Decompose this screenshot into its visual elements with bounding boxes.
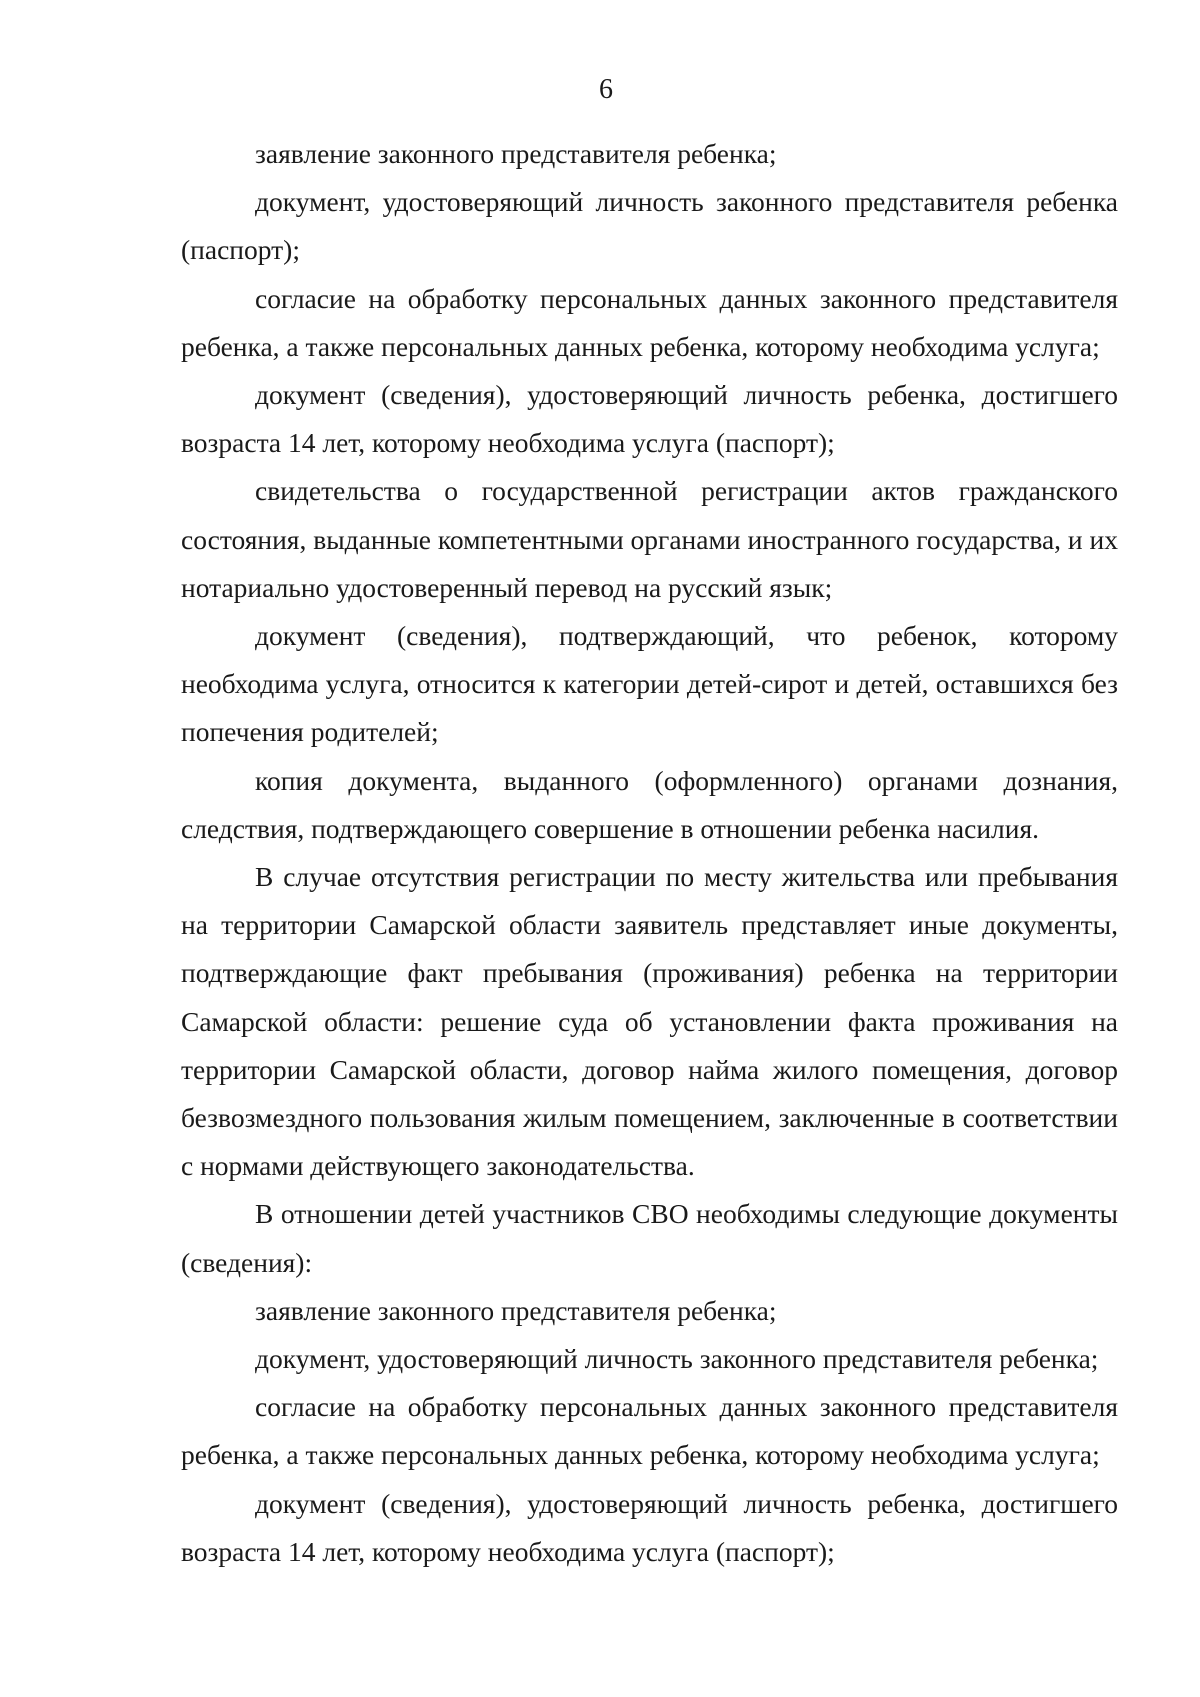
paragraph-no-registration: В случае отсутствия регистрации по месту жительства или пребывания на территории Самарской области заявитель представляет иные документы, подтверждающие факт пребывания (проживания) ребенка на территории Самарской области: решение суда об установлении факта проживания на территории Самарской области, договор найма жилого помещения, договор безвозмездного пользования жилым помещением, заключенные в соответствии с нормами действующего законодательства. bbox=[181, 861, 1118, 1182]
paragraph-svo-child-id: документ (сведения), удостоверяющий личность ребенка, достигшего возраста 14 лет, которому необходима услуга (паспорт); bbox=[181, 1487, 1118, 1567]
page-number: 6 bbox=[599, 74, 613, 105]
paragraph-child-id: документ (сведения), удостоверяющий личность ребенка, достигшего возраста 14 лет, которому необходима услуга (паспорт); bbox=[181, 379, 1118, 459]
paragraph-orphan-status: документ (сведения), подтверждающий, что ребенок, которому необходима услуга, относится к категории детей-сирот и детей, оставшихся без попечения родителей; bbox=[181, 620, 1118, 748]
paragraph-application: заявление законного представителя ребенка; bbox=[255, 138, 777, 169]
paragraph-svo-representative-id: документ, удостоверяющий личность законного представителя ребенка; bbox=[255, 1343, 1099, 1375]
paragraph-svo-intro: В отношении детей участников СВО необходимы следующие документы (сведения): bbox=[181, 1198, 1118, 1278]
paragraph-violence-document: копия документа, выданного (оформленного) органами дознания, следствия, подтверждающего совершение в отношении ребенка насилия. bbox=[181, 764, 1118, 844]
paragraph-svo-data-consent: согласие на обработку персональных данных законного представителя ребенка, а также персональных данных ребенка, которому необходима услуга; bbox=[181, 1391, 1118, 1471]
paragraph-foreign-certificates: свидетельства о государственной регистрации актов гражданского состояния, выданные компетентными органами иностранного государства, и их нотариально удостоверенный перевод на русский язык; bbox=[181, 475, 1118, 603]
paragraph-data-consent: согласие на обработку персональных данных законного представителя ребенка, а также персональных данных ребенка, которому необходима услуга; bbox=[181, 282, 1118, 362]
paragraph-representative-id: документ, удостоверяющий личность законного представителя ребенка (паспорт); bbox=[181, 186, 1118, 266]
document-body bbox=[181, 130, 1118, 1576]
paragraph-svo-application: заявление законного представителя ребенка; bbox=[255, 1294, 777, 1326]
